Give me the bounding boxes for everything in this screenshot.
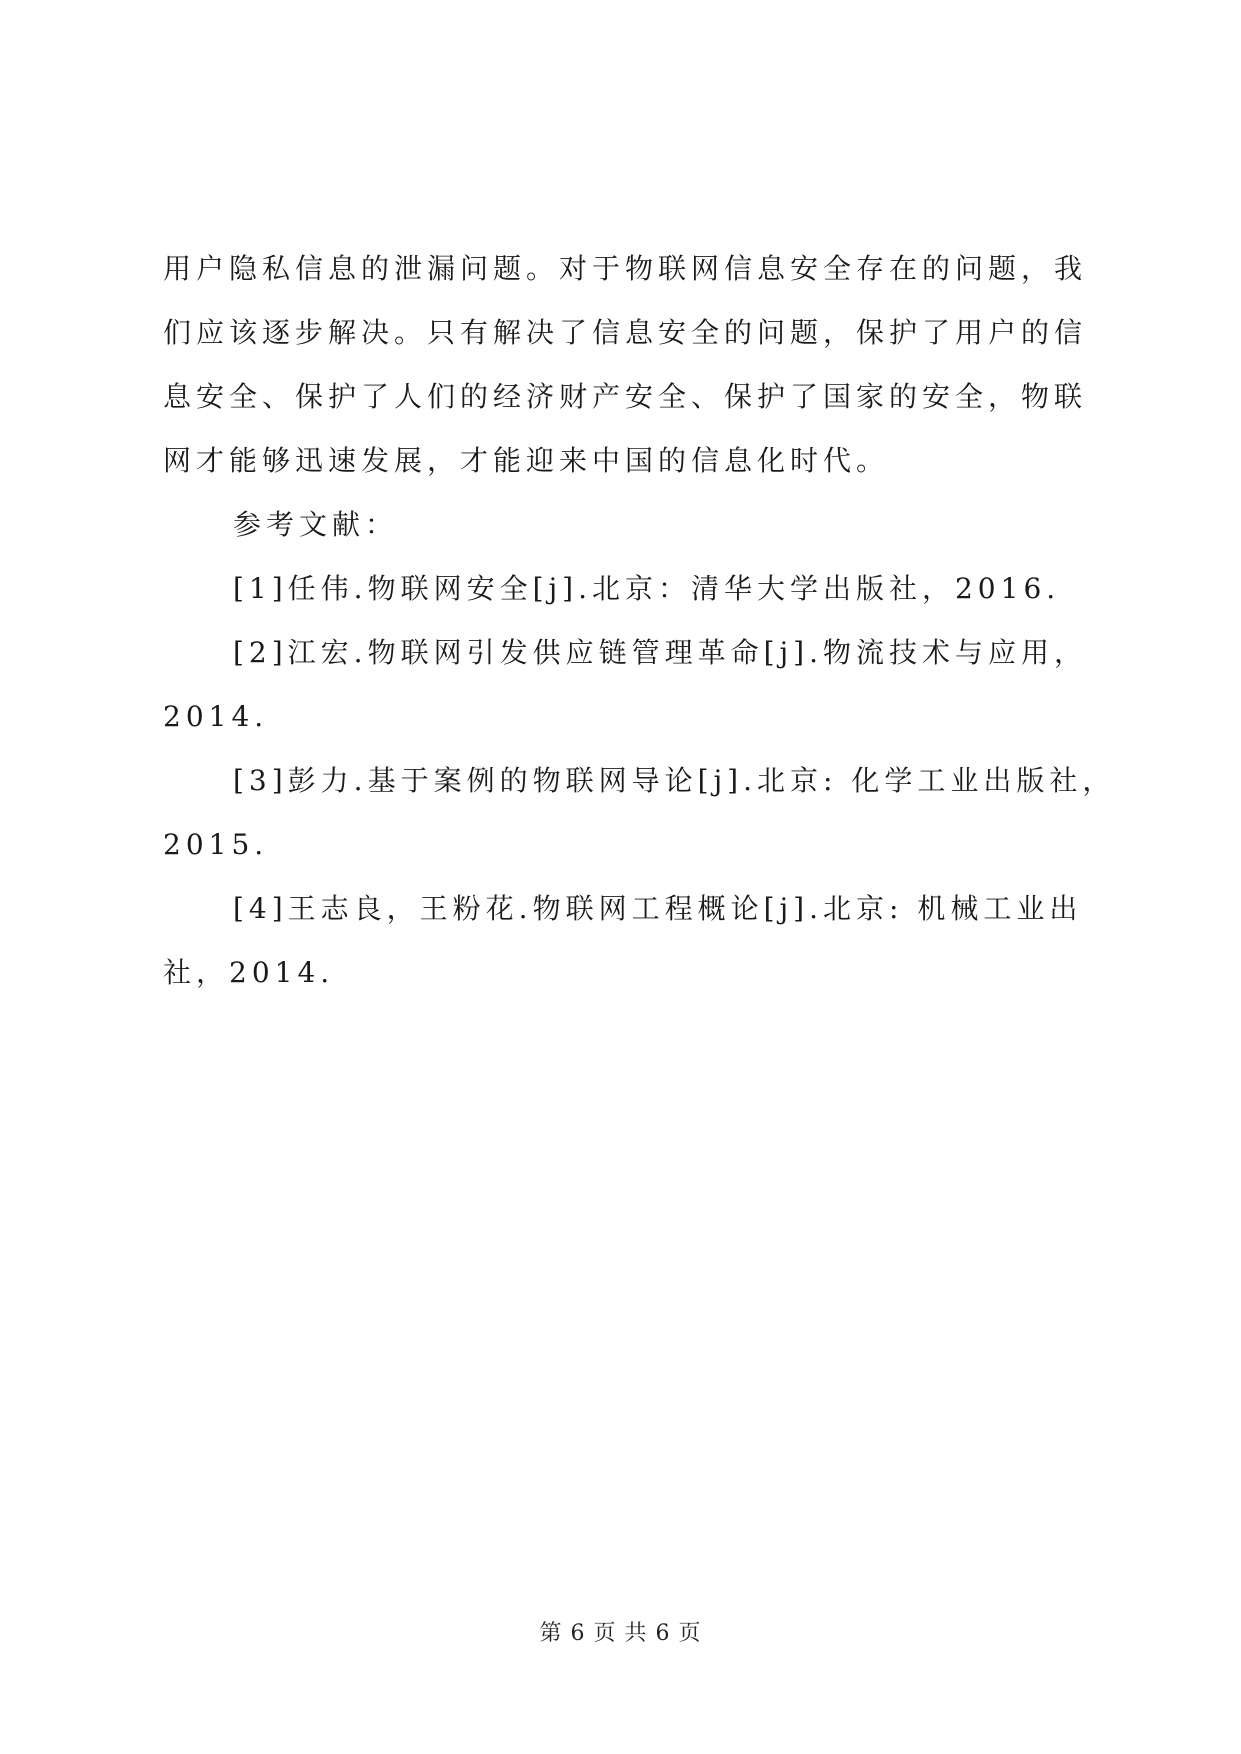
reference-line: [3]彭力.基于案例的物联网导论[j].北京: 化学工业出版社， <box>233 764 1116 797</box>
reference-item <box>163 557 1083 621</box>
reference-item <box>163 877 1083 1005</box>
conclusion-line: 们应该逐步解决。只有解决了信息安全的问题，保护了用户的信 <box>163 316 1088 349</box>
reference-item <box>163 621 1087 749</box>
references-heading: 参考文献： <box>233 508 399 541</box>
reference-line-continuation: 社，2014. <box>163 956 335 989</box>
references-heading-paragraph <box>163 493 1083 557</box>
page-number-label: 第 6 页 共 6 页 <box>539 1621 702 1646</box>
reference-line: [2]江宏.物联网引发供应链管理革命[j].物流技术与应用， <box>233 636 1087 669</box>
reference-line: [4]王志良，王粉花.物联网工程概论[j].北京: 机械工业出 <box>233 892 1083 925</box>
conclusion-line: 网才能够迅速发展，才能迎来中国的信息化时代。 <box>163 444 890 477</box>
reference-item <box>163 749 1116 877</box>
conclusion-line: 用户隐私信息的泄漏问题。对于物联网信息安全存在的问题，我 <box>163 252 1088 285</box>
reference-line: [1]任伟.物联网安全[j].北京：清华大学出版社，2016. <box>233 572 1061 605</box>
reference-line-continuation: 2015. <box>163 828 269 861</box>
document-body <box>163 237 1116 1005</box>
conclusion-line: 息安全、保护了人们的经济财产安全、保护了国家的安全，物联 <box>163 380 1088 413</box>
conclusion-paragraph <box>163 237 1088 493</box>
page-footer <box>0 1616 1241 1647</box>
reference-line-continuation: 2014. <box>163 700 269 733</box>
